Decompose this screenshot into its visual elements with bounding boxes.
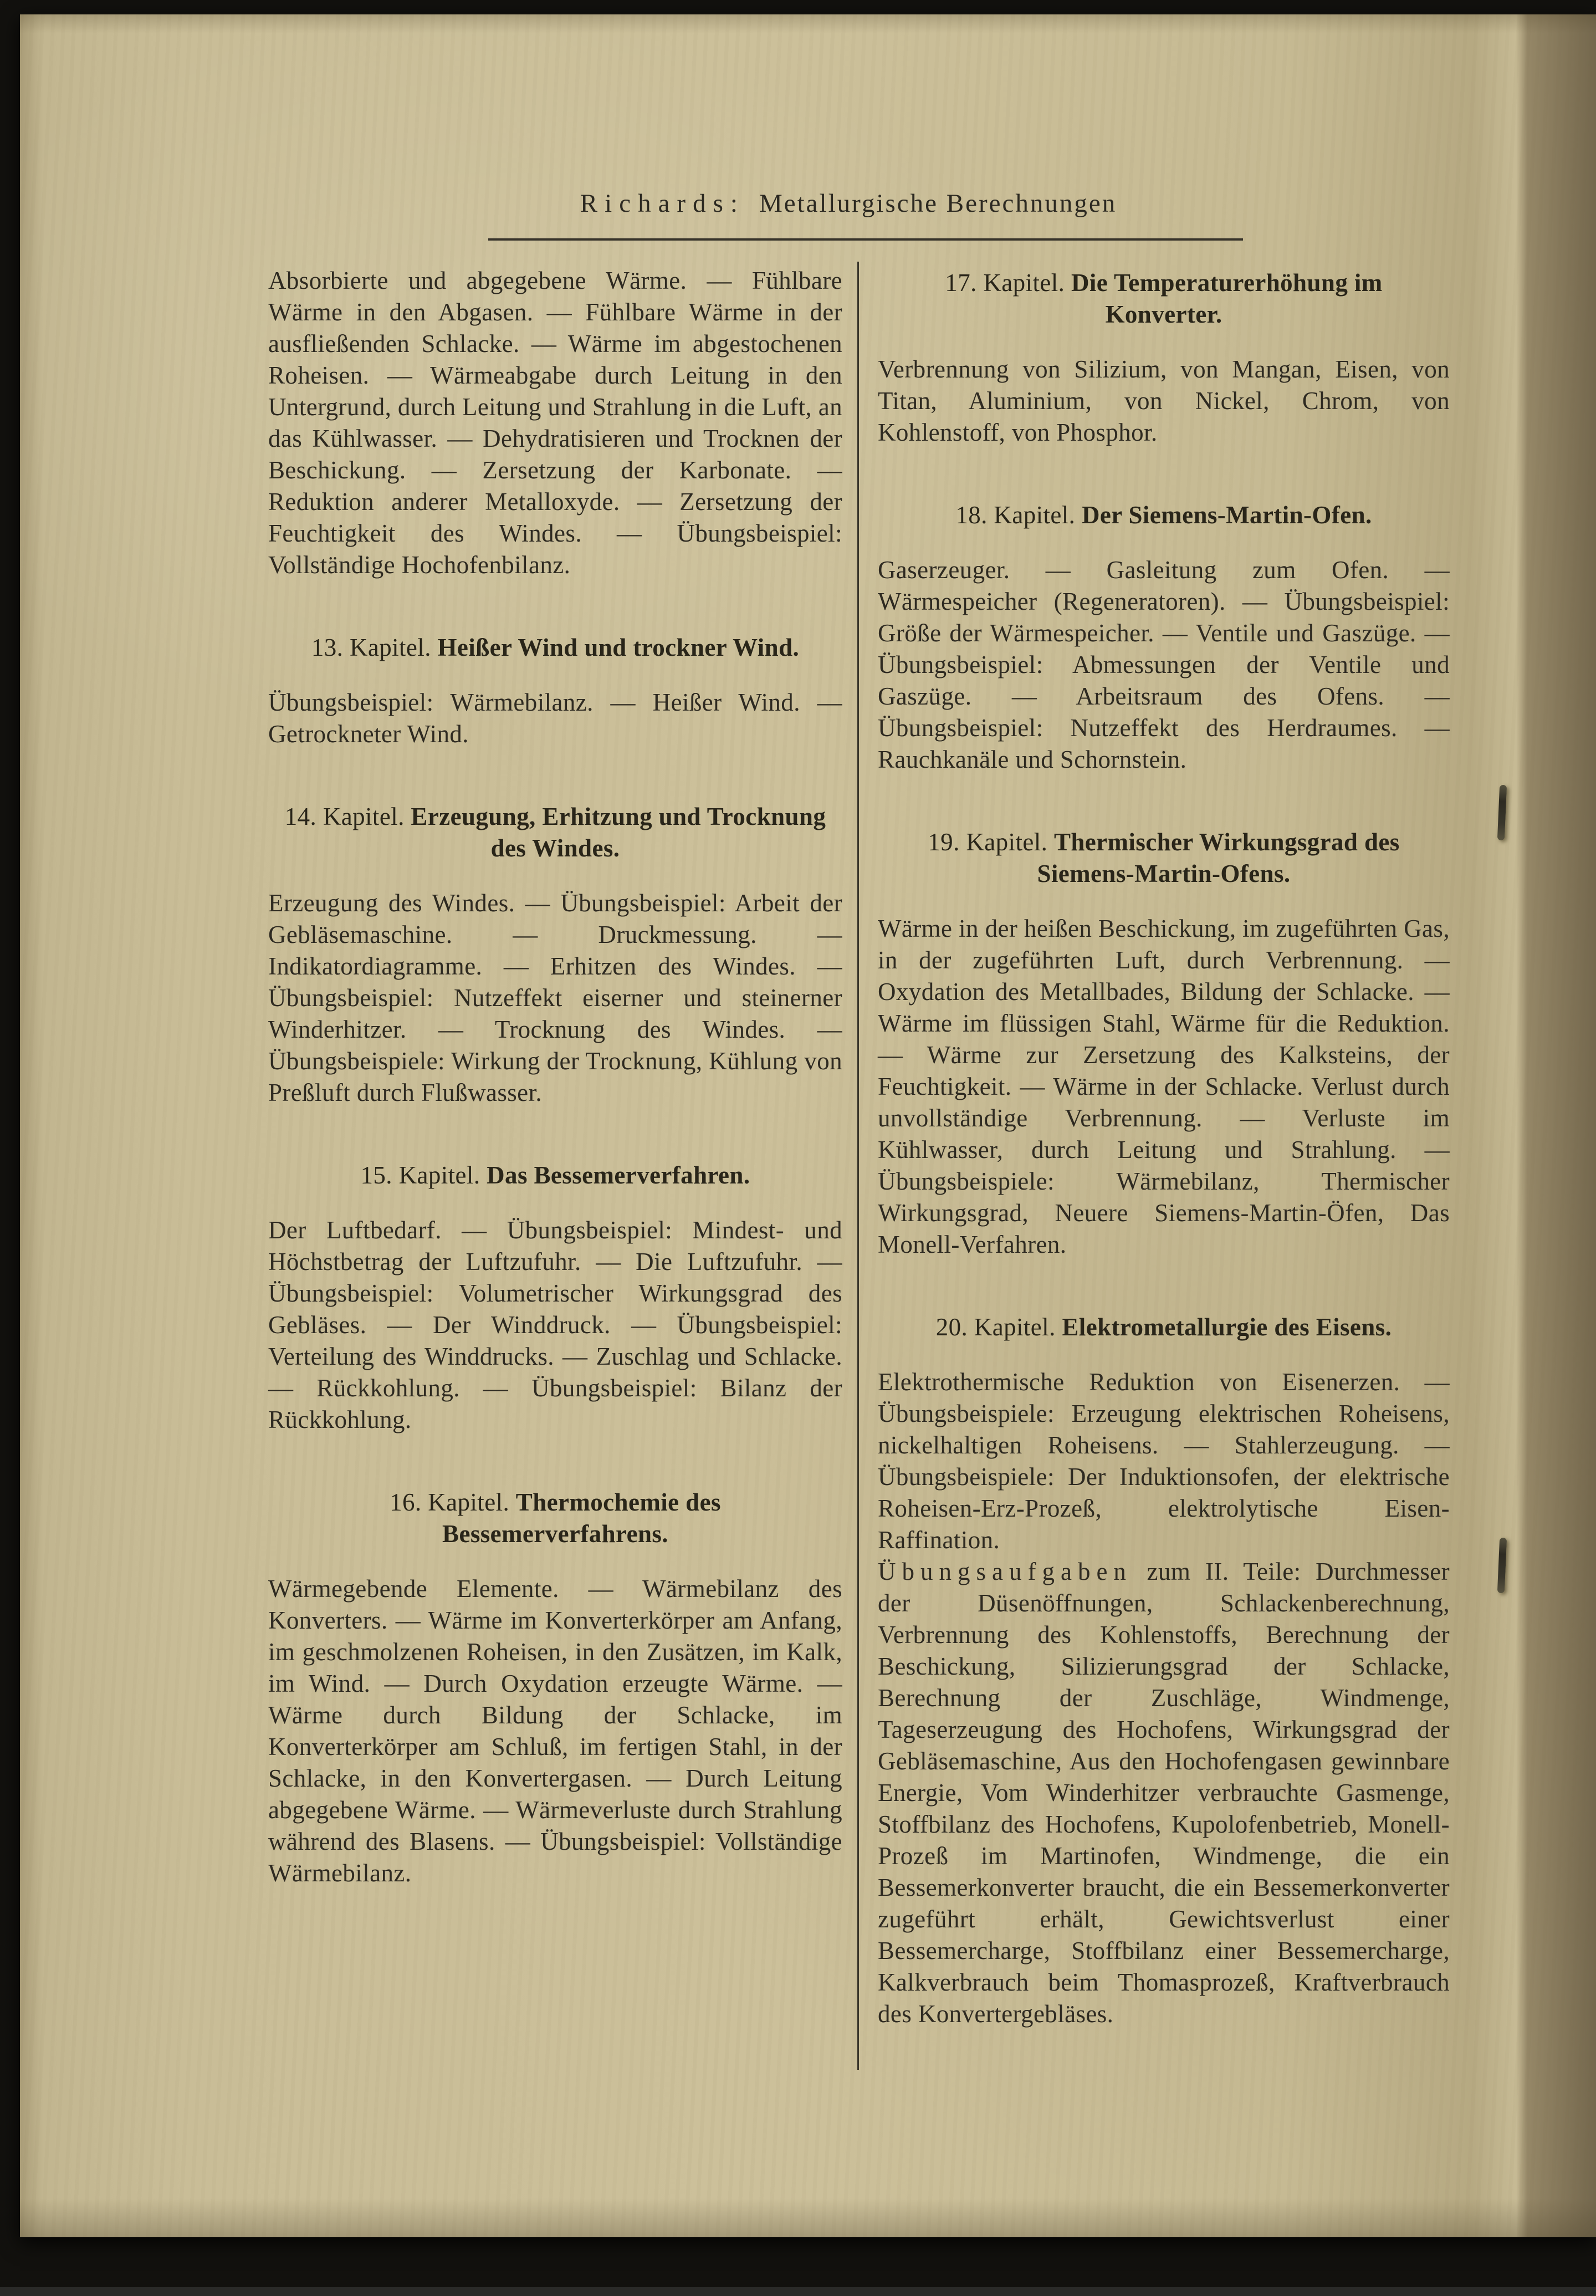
chapter-19-heading bbox=[887, 826, 1441, 890]
chapter-14-label: 14. Kapitel. bbox=[284, 803, 405, 830]
chapter-19-summary: Wärme in der heißen Beschickung, im zugeführten Gas, in der zugeführten Luft, durch Verbrennung. — Oxydation des Metallbades, Bildung der Schlacke. — Wärme im flüssigen Stahl, Wärme für die Reduktion. — Wärme zur Zersetzung des Kalksteins, der Feuchtigkeit. — Wärme in der Schlacke. Verlust durch unvollständige Verbrennung. — Verluste im Kühlwasser, durch Leitung und Strahlung. — Übungsbeispiele: Wärmebilanz, Thermischer Wirkungsgrad, Neuere Siemens-Martin-Öfen, Das Monell-Verfahren. bbox=[878, 915, 1450, 1258]
column-divider bbox=[857, 262, 859, 2070]
chapter-15-summary: Der Luftbedarf. — Übungsbeispiel: Mindest- und Höchstbetrag der Luftzufuhr. — Die Luftzufuhr. — Übungsbeispiel: Volumetrischer Wirkungsgrad des Gebläses. — Der Winddruck. — Übungsbeispiel: Verteilung des Winddrucks. — Zuschlag und Schlacke. — Rückkohlung. — Übungsbeispiel: Bilanz der Rückkohlung. bbox=[268, 1216, 842, 1433]
chapter-19-label: 19. Kapitel. bbox=[928, 828, 1048, 856]
exercises-lead-word: Übungsaufgaben bbox=[878, 1558, 1132, 1585]
chapter-16-summary: Wärmegebende Elemente. — Wärmebilanz des Konverters. — Wärme im Konverterkörper am Anfang, im geschmolzenen Roheisen, in den Zusätzen, im Kalk, im Wind. — Durch Oxydation erzeugte Wärme. — Wärme durch Bildung der Schlacke, im Konverterkörper am Schluß, im fertigen Stahl, in der Schlacke, in den Konvertergasen. — Durch Leitung abgegebene Wärme. — Wärmeverluste durch Strahlung während des Blasens. — Übungsbeispiel: Vollständige Wärmebilanz. bbox=[268, 1575, 842, 1887]
chapter-14-summary: Erzeugung des Windes. — Übungsbeispiel: Arbeit der Gebläsemaschine. — Druckmessung. — Indikatordiagramme. — Erhitzen des Windes. — Übungsbeispiel: Nutzeffekt eiserner und steinerner Winderhitzer. — Trocknung des Windes. — Übungsbeispiele: Wirkung der Trocknung, Kühlung von Preßluft durch Flußwasser. bbox=[268, 889, 842, 1106]
right-column bbox=[878, 265, 1450, 2030]
chapter-20-title: Elektrometallurgie des Eisens. bbox=[1062, 1313, 1392, 1341]
running-header-title: Metallurgische Berechnungen bbox=[759, 189, 1117, 218]
running-header-author: Richards: bbox=[580, 189, 745, 218]
chapter-15-heading bbox=[277, 1160, 833, 1191]
chapter-20-summary: Elektrothermische Reduktion von Eisenerzen. — Übungsbeispiele: Erzeugung elektrischen Roheisens, nickelhaltigen Roheisens. — Stahlerzeugung. — Übungsbeispiele: Der Induktionsofen, der elektrische Roheisen-Erz-Prozeß, elektrolytische Eisen-Raffination. bbox=[878, 1368, 1450, 1554]
chapter-13-label: 13. Kapitel. bbox=[311, 634, 431, 661]
scan-bottom-edge bbox=[0, 2287, 1596, 2296]
chapter-14-heading bbox=[277, 801, 833, 864]
chapter-17-summary: Verbrennung von Silizium, von Mangan, Eisen, von Titan, Aluminium, von Nickel, Chrom, von Kohlenstoff, von Phosphor. bbox=[878, 355, 1450, 446]
chapter-20-heading bbox=[887, 1312, 1441, 1343]
chapter-15-label: 15. Kapitel. bbox=[360, 1161, 480, 1189]
staple-mark-top bbox=[1497, 785, 1507, 840]
chapter-17-heading bbox=[887, 267, 1441, 330]
chapter-14-title: Erzeugung, Erhitzung und Trocknung des Windes. bbox=[411, 803, 826, 862]
chapter-18-heading bbox=[887, 499, 1441, 531]
exercises-list-text: zum II. Teile: Durchmesser der Düsenöffnungen, Schlackenberechnung, Verbrennung des Kohlenstoffs, Berechnung der Beschickung, Silizierungsgrad der Schlacke, Berechnung der Zuschläge, Windmenge, Tageserzeugung des Hochofens, Wirkungsgrad der Gebläsemaschine, Aus den Hochofengasen gewinnbare Energie, Vom Winderhitzer verbrauchte Gasmenge, Stoffbilanz des Hochofens, Kupolofenbetrieb, Monell-Prozeß im Martinofen, Windmenge, die ein Bessemerkonverter braucht, die ein Bessemerkonverter zugeführt erhält, Gewichtsverlust einer Bessemercharge, Stoffbilanz einer Bessemercharge, Kalkverbrauch beim Thomasprozeß, Kraftverbrauch des Konvertergebläses. bbox=[878, 1558, 1450, 2028]
chapter-15-title: Das Bessemerverfahren. bbox=[487, 1161, 750, 1189]
chapter-16-label: 16. Kapitel. bbox=[390, 1488, 510, 1516]
chapter-18-label: 18. Kapitel. bbox=[955, 501, 1076, 529]
header-rule bbox=[488, 238, 1243, 241]
chapter-13-title: Heißer Wind und trockner Wind. bbox=[437, 634, 800, 661]
left-column bbox=[268, 265, 842, 1889]
chapter-17-label: 17. Kapitel. bbox=[945, 269, 1065, 297]
chapter-12-continuation-paragraph: Absorbierte und abgegebene Wärme. — Fühlbare Wärme in den Abgasen. — Fühlbare Wärme in der ausfließenden Schlacke. — Wärme im abgestochenen Roheisen. — Wärmeabgabe durch Leitung in den Untergrund, durch Leitung und Strahlung in die Luft, an das Kühlwasser. — Dehydratisieren und Trocknen der Beschickung. — Zersetzung der Karbonate. — Reduktion anderer Metalloxyde. — Zersetzung der Feuchtigkeit des Windes. — Übungsbeispiel: Vollständige Hochofenbilanz. bbox=[268, 267, 842, 579]
chapter-18-summary: Gaserzeuger. — Gasleitung zum Ofen. — Wärmespeicher (Regeneratoren). — Übungsbeispiel: Größe der Wärmespeicher. — Ventile und Gaszüge. — Übungsbeispiel: Abmessungen der Ventile und Gaszüge. — Arbeitsraum des Ofens. — Übungsbeispiel: Nutzeffekt des Herdraumes. — Rauchkanäle und Schornstein. bbox=[878, 556, 1450, 773]
chapter-19-title: Thermischer Wirkungsgrad des Siemens-Martin-Ofens. bbox=[1037, 828, 1400, 887]
chapter-20-label: 20. Kapitel. bbox=[935, 1313, 1056, 1341]
book-page-scan bbox=[20, 14, 1596, 2237]
chapter-13-heading bbox=[277, 632, 833, 664]
chapter-16-title: Thermochemie des Bessemerverfahrens. bbox=[442, 1488, 721, 1548]
staple-mark-bottom bbox=[1497, 1538, 1507, 1593]
chapter-16-heading bbox=[277, 1487, 833, 1550]
chapter-18-title: Der Siemens-Martin-Ofen. bbox=[1082, 501, 1372, 529]
chapter-20-exercises-paragraph bbox=[878, 1556, 1450, 2030]
chapter-13-summary: Übungsbeispiel: Wärmebilanz. — Heißer Wind. — Getrockneter Wind. bbox=[268, 688, 842, 748]
running-header bbox=[247, 188, 1450, 218]
chapter-17-title: Die Temperaturerhöhung im Konverter. bbox=[1071, 269, 1383, 328]
